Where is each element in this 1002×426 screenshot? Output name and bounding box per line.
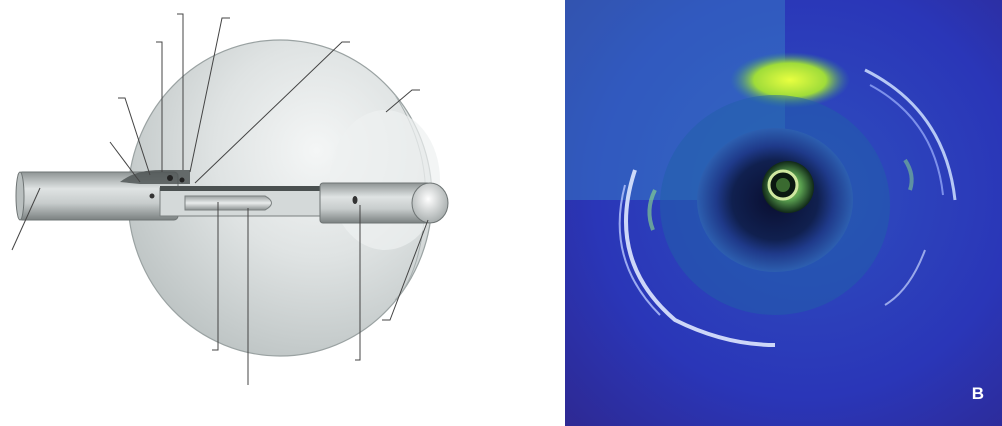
panel-b-photo	[565, 0, 1002, 426]
endoscopic-image	[565, 0, 1002, 426]
catheter-tip	[762, 161, 814, 213]
panel-label-b: B	[971, 384, 984, 403]
inner-channel	[160, 186, 330, 216]
distal-tip	[320, 183, 448, 223]
